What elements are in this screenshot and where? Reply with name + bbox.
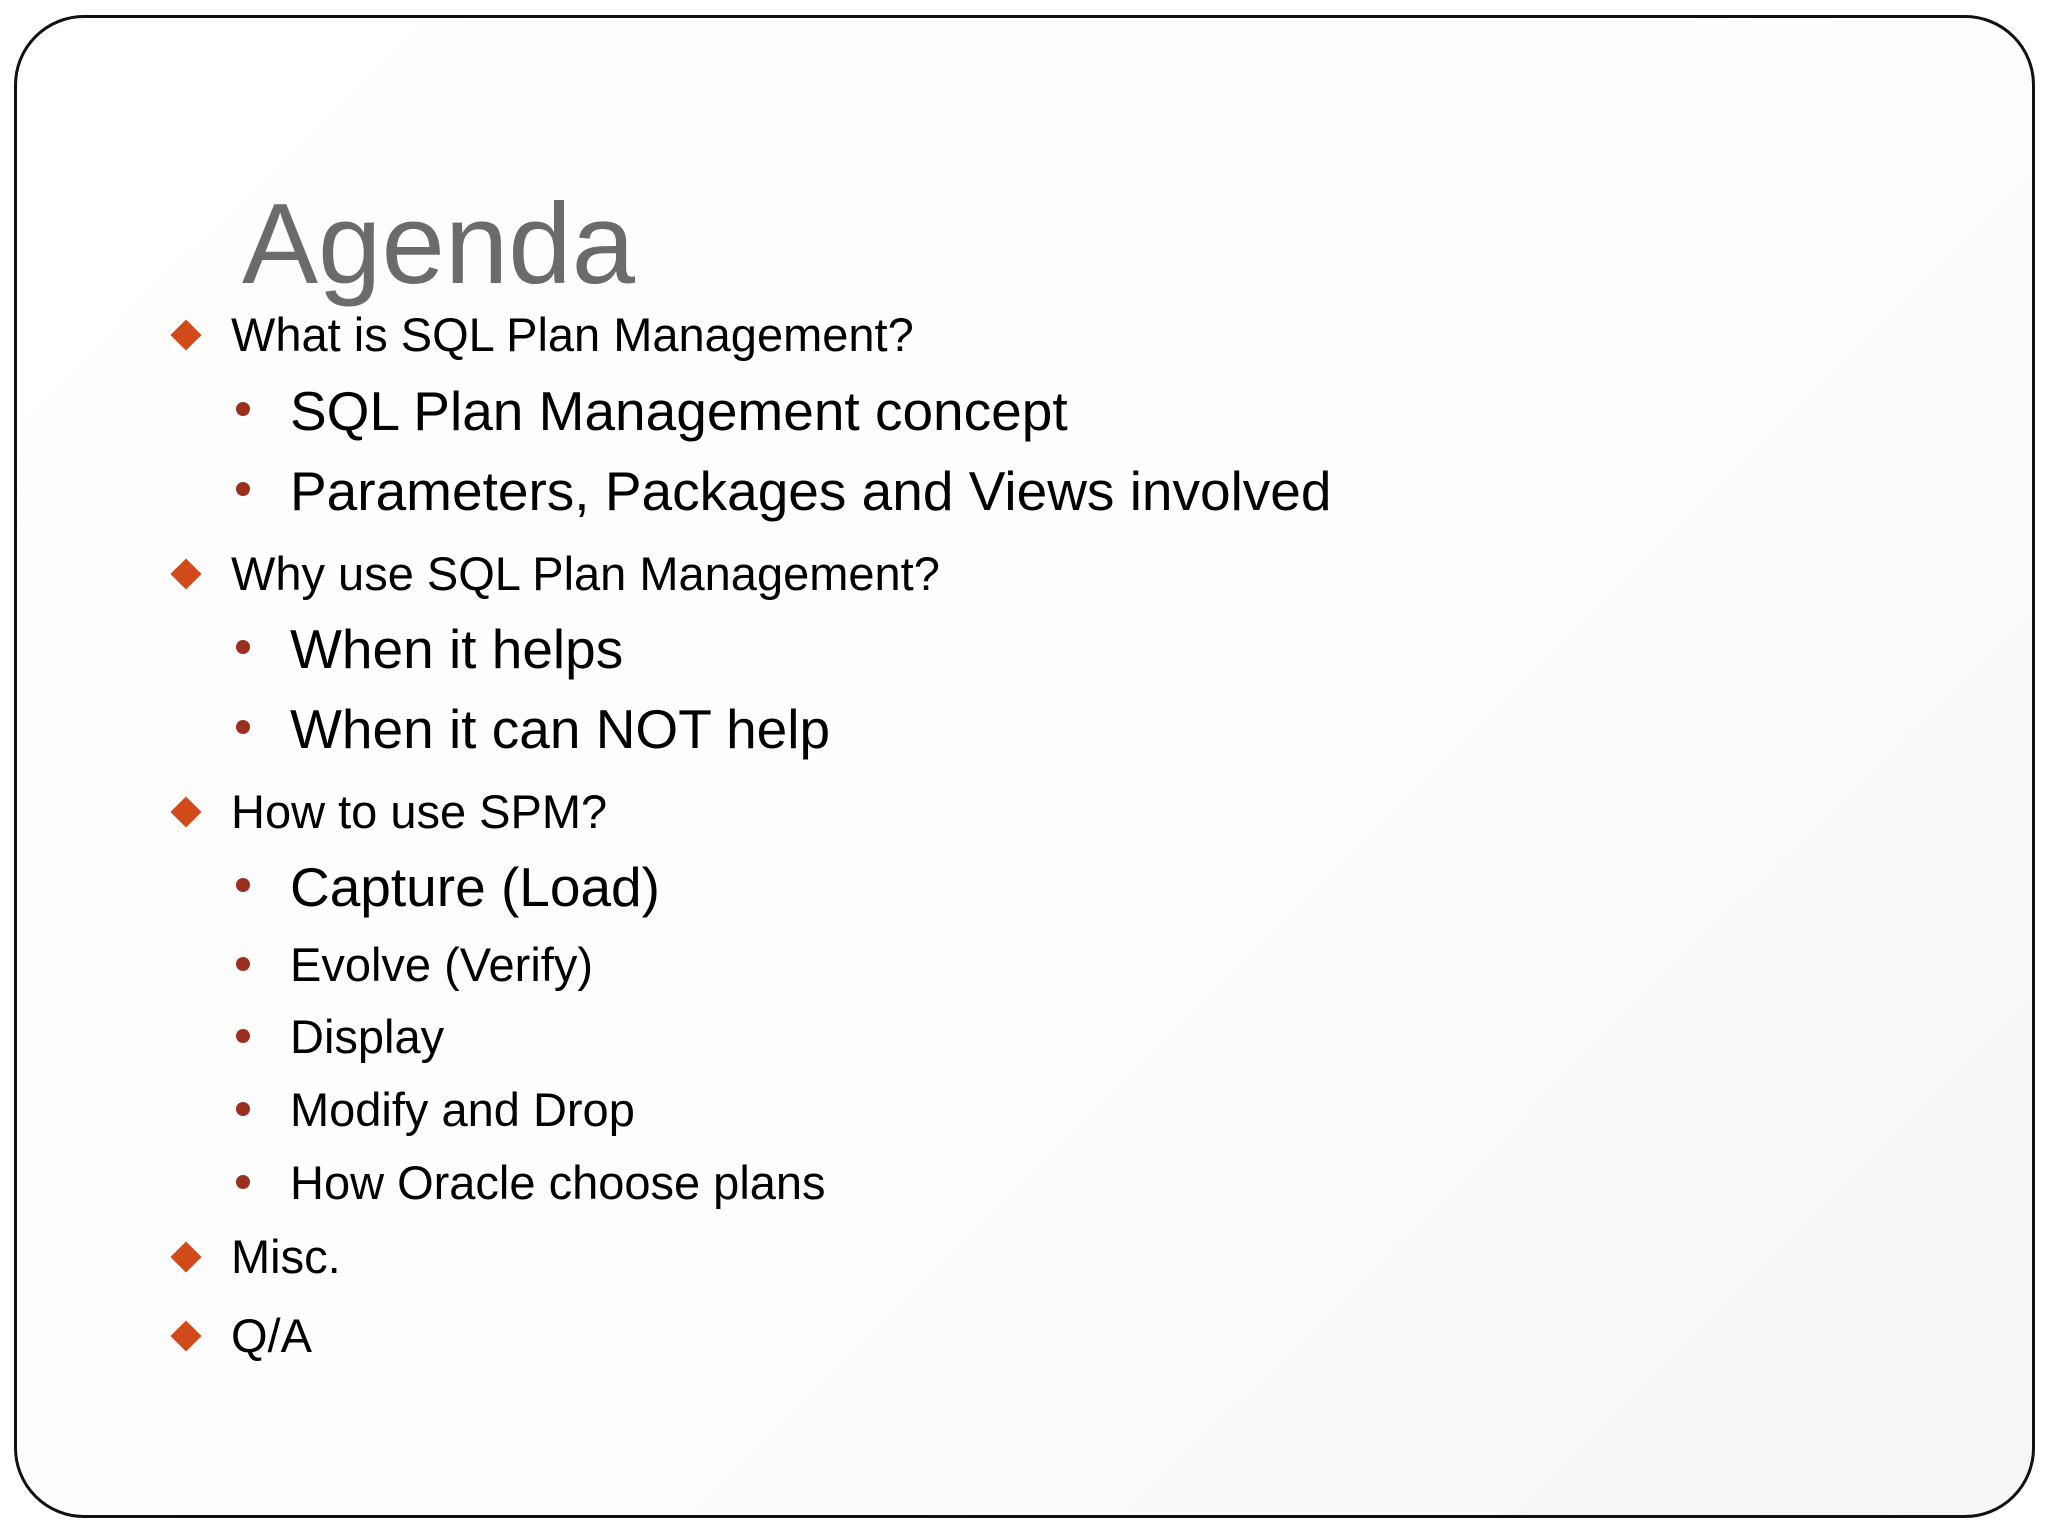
- dot-bullet-icon: [236, 720, 250, 734]
- dot-bullet-icon: [236, 1102, 250, 1116]
- agenda-item-l1: [169, 308, 914, 361]
- diamond-bullet-icon: [170, 1241, 201, 1272]
- agenda-subitem-text: When it can NOT help: [290, 698, 831, 760]
- agenda-subitem: [236, 618, 624, 680]
- agenda-subitem-text: Capture (Load): [290, 856, 660, 918]
- agenda-item-l1: [169, 785, 608, 838]
- agenda-subitem-text: SQL Plan Management concept: [290, 380, 1068, 442]
- agenda-subitem: [236, 1010, 445, 1063]
- agenda-subitem: [236, 938, 593, 991]
- agenda-subitem: [236, 698, 831, 760]
- agenda-item-text: How to use SPM?: [231, 785, 608, 838]
- agenda-subitem-text: How Oracle choose plans: [290, 1156, 826, 1209]
- agenda-subitem-text: Modify and Drop: [290, 1083, 635, 1136]
- diamond-bullet-icon: [170, 319, 201, 350]
- dot-bullet-icon: [236, 878, 250, 892]
- agenda-item-text: Q/A: [231, 1309, 312, 1362]
- slide: [14, 15, 2035, 1518]
- agenda-subitem-text: Display: [290, 1010, 445, 1063]
- agenda-item-text: What is SQL Plan Management?: [231, 308, 914, 361]
- dot-bullet-icon: [236, 640, 250, 654]
- agenda-subitem: [236, 380, 1068, 442]
- agenda-subitem: [236, 460, 1332, 522]
- agenda-subitem: [236, 856, 660, 918]
- diamond-bullet-icon: [170, 1320, 201, 1351]
- agenda-item-text: Misc.: [231, 1230, 341, 1283]
- agenda-subitem: [236, 1156, 826, 1209]
- agenda-item-l1: [169, 1309, 312, 1362]
- agenda-item-l1: [169, 547, 940, 600]
- agenda-subitem-text: When it helps: [290, 618, 624, 680]
- agenda-item-l1: [169, 1230, 341, 1283]
- slide-title: Agenda: [242, 181, 636, 308]
- dot-bullet-icon: [236, 957, 250, 971]
- dot-bullet-icon: [236, 1175, 250, 1189]
- dot-bullet-icon: [236, 402, 250, 416]
- agenda-subitem: [236, 1083, 635, 1136]
- dot-bullet-icon: [236, 482, 250, 496]
- diamond-bullet-icon: [170, 796, 201, 827]
- agenda-item-text: Why use SQL Plan Management?: [231, 547, 940, 600]
- agenda-subitem-text: Evolve (Verify): [290, 938, 593, 991]
- agenda-subitem-text: Parameters, Packages and Views involved: [290, 460, 1332, 522]
- dot-bullet-icon: [236, 1029, 250, 1043]
- diamond-bullet-icon: [170, 558, 201, 589]
